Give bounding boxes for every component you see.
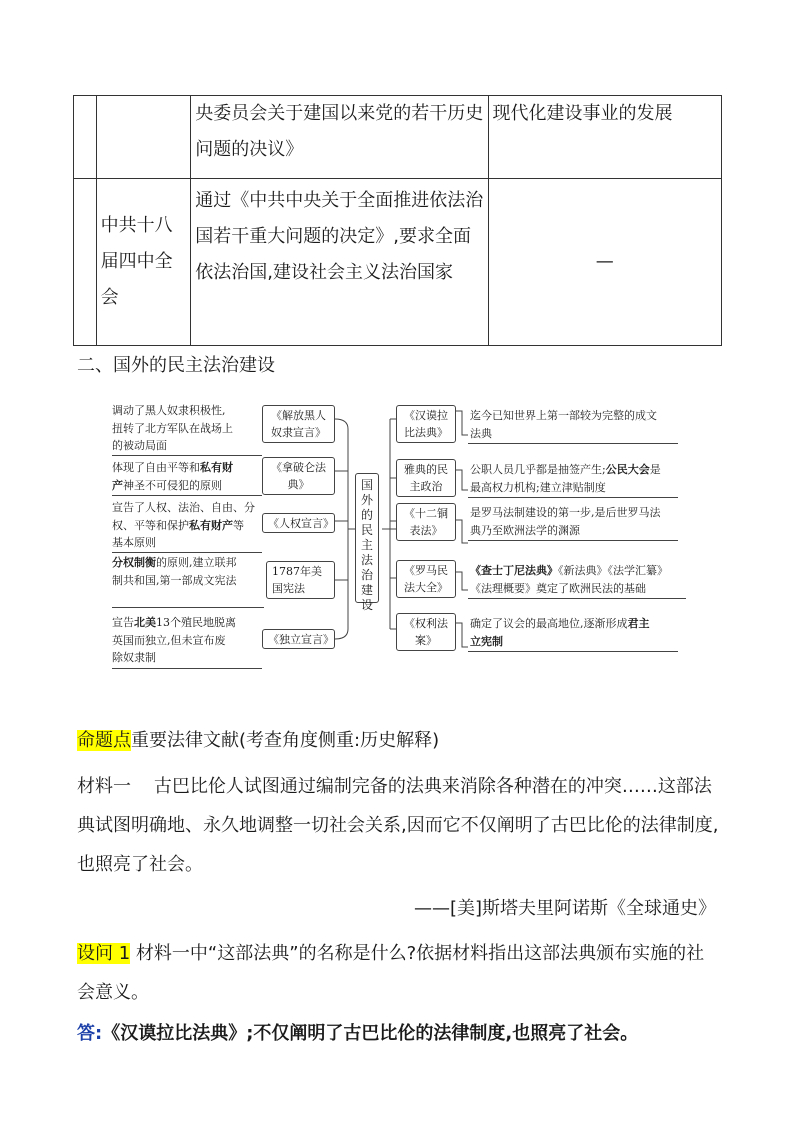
source-citation: ——[美]斯塔夫里阿诺斯《全球通史》 xyxy=(413,898,716,919)
doc-box: 《罗马民法大全》 xyxy=(396,560,456,598)
divider xyxy=(468,540,678,541)
divider xyxy=(468,598,686,599)
doc-desc: 调动了黑人奴隶积极性, 扭转了北方军队在战场上 的被动局面 xyxy=(112,404,233,452)
doc-box: 《解放黑人奴隶宣言》 xyxy=(262,405,335,443)
divider xyxy=(468,443,678,444)
doc-box: 《汉谟拉比法典》 xyxy=(396,405,456,443)
ask-text: 材料一中“这部法典”的名称是什么?依据材料指出这部法典颁布实施的社会意义。 xyxy=(77,943,705,1003)
cell-text: 现代化建设事业的发展 xyxy=(492,103,673,124)
doc-desc: 迄今已知世界上第一部较为完整的成文 法典 xyxy=(470,409,657,440)
table-cell xyxy=(96,179,191,346)
doc-desc: 确定了议会的最高地位,逐渐形成君主 立宪制 xyxy=(470,617,650,648)
tag-highlight: 命题点 xyxy=(77,730,131,751)
answer-text: 《汉谟拉比法典》;不仅阐明了古巴比伦的法律制度,也照亮了社会。 xyxy=(102,1023,639,1044)
doc-box: 《十二铜表法》 xyxy=(396,503,456,541)
cell-text: — xyxy=(595,251,614,272)
material-text: 古巴比伦人试图通过编制完备的法典来消除各种潜在的冲突……这部法典试图明确地、永久地调整一切社会关系,因而它不仅阐明了古巴比伦的法律制度,也照亮了社会。 xyxy=(77,776,719,875)
answer-label: 答: xyxy=(77,1023,103,1044)
question-prompt xyxy=(77,934,719,1012)
divider xyxy=(112,552,262,553)
doc-desc: 体现了自由平等和私有财 产神圣不可侵犯的原则 xyxy=(112,461,233,492)
ask-tag-highlight: 设问 1 xyxy=(77,943,131,964)
cell-text: 央委员会关于建国以来党的若干历史问题的决议》 xyxy=(195,103,484,160)
material-label: 材料一 xyxy=(77,776,131,797)
divider xyxy=(112,607,264,608)
table-cell-empty xyxy=(96,96,191,179)
table-cell-empty xyxy=(74,96,97,179)
heading-text: 重要法律文献(考查角度侧重:历史解释) xyxy=(131,730,440,751)
doc-box: 雅典的民主政治 xyxy=(396,459,456,497)
doc-desc: 分权制衡的原则,建立联邦 制共和国,第一部成文宪法 xyxy=(112,556,237,587)
cell-text: 中共十八届四中全会 xyxy=(100,215,173,308)
answer xyxy=(77,1020,638,1048)
mindmap-center-box: 国外的民主法治建设 xyxy=(355,473,379,603)
doc-desc: 宣告了人权、法治、自由、分 权、平等和保护私有财产等 基本原则 xyxy=(112,501,255,549)
divider xyxy=(468,651,678,652)
doc-box: 《独立宣言》 xyxy=(262,629,335,649)
doc-box: 《拿破仑法典》 xyxy=(262,457,335,495)
table-cell xyxy=(488,179,722,346)
history-table xyxy=(73,95,722,346)
section-title: 二、国外的民主法治建设 xyxy=(77,355,275,376)
divider xyxy=(112,455,262,456)
question-heading xyxy=(77,727,439,755)
divider xyxy=(112,495,262,496)
table-cell-empty xyxy=(74,179,97,346)
table-cell xyxy=(191,96,488,179)
doc-box: 《人权宣言》 xyxy=(262,513,335,533)
cell-text: 通过《中共中央关于全面推进依法治国若干重大问题的决定》,要求全面依法治国,建设社会主义法治国家 xyxy=(195,190,484,283)
material-paragraph xyxy=(77,767,719,884)
doc-desc: 是罗马法制建设的第一步,是后世罗马法 典乃至欧洲法学的渊源 xyxy=(470,506,661,537)
table-cell xyxy=(488,96,722,179)
divider xyxy=(112,668,262,669)
doc-box: 1787年美国宪法 xyxy=(266,561,335,599)
doc-desc: 公职人员几乎都是抽签产生;公民大会是 最高权力机构;建立津贴制度 xyxy=(470,463,661,494)
doc-desc: 宣告北美13个殖民地脱离 英国而独立,但未宣布废 除奴隶制 xyxy=(112,616,236,664)
divider xyxy=(468,497,678,498)
table-cell xyxy=(191,179,488,346)
doc-desc: 《查士丁尼法典》《新法典》《法学汇纂》 《法理概要》奠定了欧洲民法的基础 xyxy=(470,564,668,595)
doc-box: 《权利法案》 xyxy=(396,613,456,651)
